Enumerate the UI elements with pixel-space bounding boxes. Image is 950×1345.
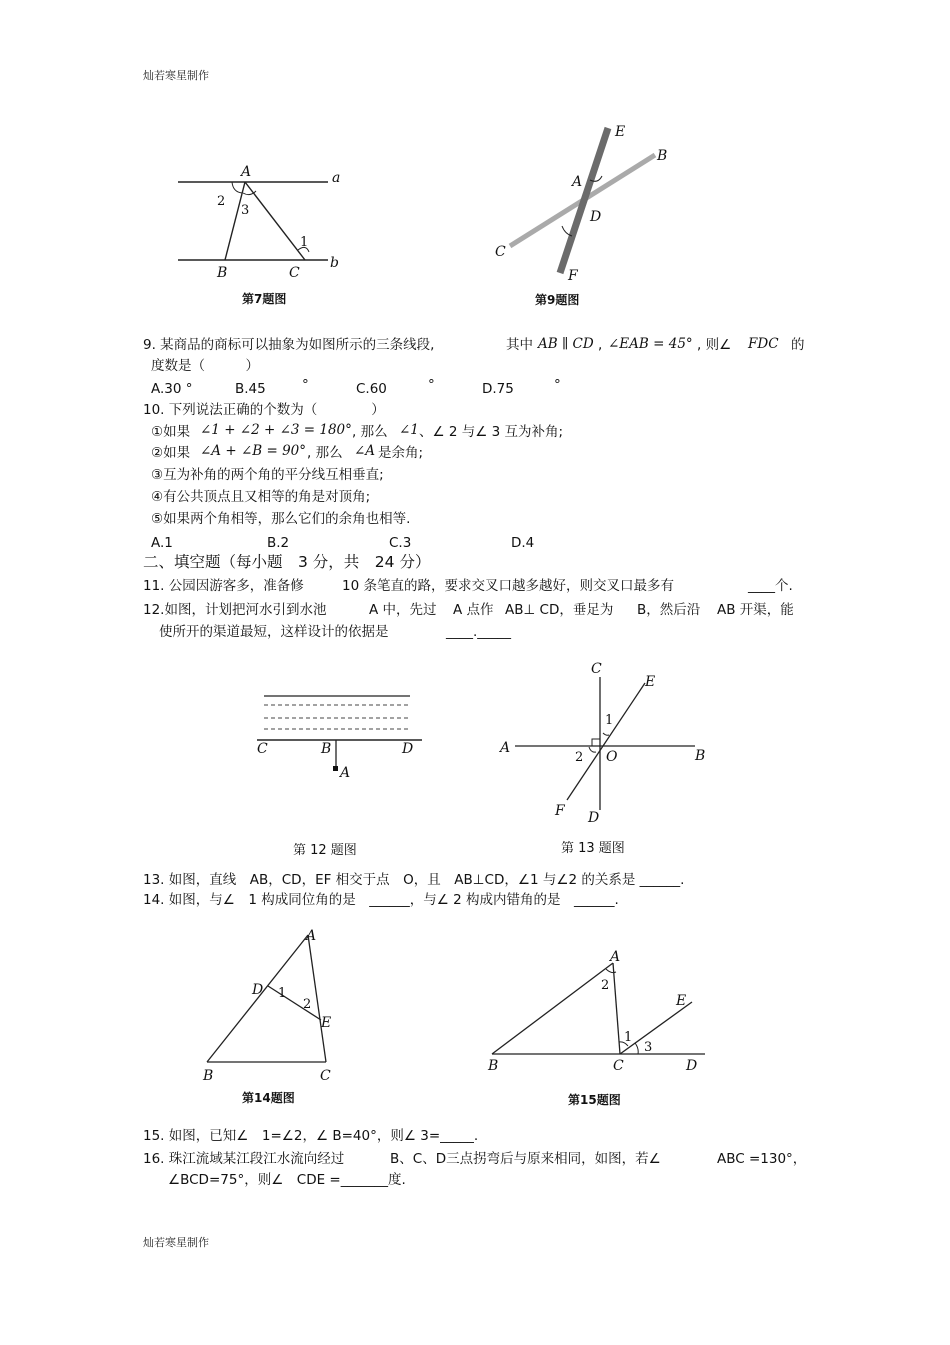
q9-option-c: C.60	[356, 381, 387, 397]
fig13-label-F: F	[555, 803, 565, 819]
q9-math-angle: ∠EAB = 45°	[608, 336, 693, 352]
q10-option-d: D.4	[511, 535, 535, 551]
q9-option-b: B.45	[235, 381, 266, 397]
fig7-label-1: 1	[300, 235, 309, 250]
fig13-label-2: 2	[575, 750, 584, 765]
fig15-label-C: C	[613, 1058, 624, 1074]
fig9-label-C: C	[495, 244, 506, 260]
figure-12-diagram	[252, 685, 437, 785]
fig7-label-a: a	[332, 170, 341, 186]
fig15-label-3: 3	[644, 1040, 653, 1055]
page-footer: 灿若寒星制作	[143, 1236, 209, 1249]
fig15-label-A: A	[610, 949, 621, 965]
section-2-title: 二、填空题（每小题 3 分，共 24 分）	[143, 553, 431, 571]
q16-l1-a: 16. 珠江流域某江段江水流向经过	[143, 1151, 345, 1167]
q9-option-a: A.30 °	[151, 381, 193, 397]
fig9-label-E: E	[615, 124, 626, 140]
fig15-label-B: B	[488, 1058, 499, 1074]
fig9-caption: 第9题图	[535, 293, 580, 307]
fig13-label-1: 1	[605, 713, 614, 728]
q16-l1-b: B、C、D三点拐弯后与原来相同，如图，若∠	[390, 1151, 661, 1167]
q10-s1-math: ∠1 + ∠2 + ∠3 = 180°	[200, 422, 352, 438]
q10-s5: ⑤如果两个角相等，那么它们的余角也相等.	[151, 511, 411, 527]
fig13-label-B: B	[695, 748, 706, 764]
q11-c: ____个.	[748, 578, 793, 594]
q9-option-d-degree: °	[554, 377, 561, 393]
fig14-label-B: B	[203, 1068, 214, 1084]
q15-text: 15. 如图，已知∠ 1=∠2，∠ B=40°，则∠ 3=_____.	[143, 1128, 479, 1144]
q12-l2-a: 使所开的渠道最短，这样设计的依据是	[159, 624, 389, 640]
fig14-label-1: 1	[278, 986, 287, 1001]
fig13-label-C: C	[591, 661, 602, 677]
fig15-label-D: D	[686, 1058, 698, 1074]
fig7-label-b: b	[330, 255, 339, 271]
q11-b: 10 条笔直的路，要求交叉口越多越好，则交叉口最多有	[342, 578, 674, 594]
fig13-label-A: A	[500, 740, 511, 756]
figure-12	[252, 685, 437, 858]
q10-stem: 10. 下列说法正确的个数为（ ）	[143, 402, 385, 418]
q10-s4: ④有公共顶点且又相等的角是对顶角;	[151, 489, 371, 505]
q12-l1-e: B，然后沿	[637, 602, 701, 618]
q9-option-c-degree: °	[428, 377, 435, 393]
fig7-caption: 第7题图	[242, 292, 287, 306]
figure-9	[480, 118, 690, 307]
q10-option-b: B.2	[267, 535, 290, 551]
q12-l1-d: AB⊥ CD，垂足为	[505, 602, 614, 618]
fig7-label-A: A	[241, 164, 252, 180]
page-header: 灿若寒星制作	[143, 69, 209, 82]
figure-9-diagram	[480, 118, 690, 288]
q16-l2: ∠BCD=75°，则∠ CDE =_______度.	[168, 1172, 406, 1188]
q9-line1-c: ,	[598, 337, 603, 353]
fig15-label-E: E	[676, 993, 687, 1009]
fig12-label-A: A	[340, 765, 351, 781]
q9-math-parallel: AB ∥ CD	[538, 336, 594, 352]
fig12-label-C: C	[257, 741, 268, 757]
q12-l1-a: 12.如图，计划把河水引到水池	[143, 602, 327, 618]
fig13-label-D: D	[588, 810, 600, 826]
q10-option-c: C.3	[389, 535, 412, 551]
q10-s1-c: 、∠ 2 与∠ 3 互为补角;	[419, 424, 564, 440]
q10-s2-math2: ∠A	[354, 443, 376, 459]
q13-text: 13. 如图，直线 AB，CD，EF 相交于点 O，且 AB⊥CD，∠1 与∠2 的关系是 ______.	[143, 872, 685, 888]
q10-s2-a: ②如果	[151, 445, 191, 461]
figure-13	[495, 655, 720, 856]
fig14-label-E: E	[321, 1015, 332, 1031]
fig9-label-D: D	[590, 209, 602, 225]
figure-7	[170, 160, 370, 314]
fig9-label-B: B	[657, 148, 668, 164]
q16-l1-c: ABC =130°，	[717, 1151, 807, 1167]
q9-line1-d: , 则∠	[697, 337, 732, 353]
fig14-label-2: 2	[303, 997, 312, 1012]
fig15-caption: 第15题图	[568, 1093, 621, 1107]
q9-line1-e: 的	[791, 337, 805, 353]
fig12-label-B: B	[321, 741, 332, 757]
q10-s2-c: 是余角;	[378, 445, 424, 461]
fig14-caption: 第14题图	[242, 1091, 295, 1105]
q10-s2-b: , 那么	[307, 445, 343, 461]
fig14-label-C: C	[320, 1068, 331, 1084]
fig7-label-3: 3	[241, 203, 250, 218]
q10-s1-b: , 那么	[352, 424, 388, 440]
figure-15	[480, 945, 720, 1107]
fig13-caption: 第 13 题图	[561, 841, 625, 856]
fig7-label-B: B	[217, 265, 228, 281]
q9-line2: 度数是（ ）	[151, 358, 259, 374]
fig9-label-F: F	[568, 268, 578, 284]
fig13-label-E: E	[645, 674, 656, 690]
figure-14	[195, 925, 355, 1105]
q12-l2-b: ____._____	[446, 624, 512, 640]
q10-s2-math: ∠A + ∠B = 90°	[200, 443, 307, 459]
q9-option-d: D.75	[482, 381, 514, 397]
q10-s1-math2: ∠1	[399, 422, 419, 438]
q9-line1-a: 9. 某商品的商标可以抽象为如图所示的三条线段,	[143, 337, 435, 353]
figure-7-diagram	[170, 160, 370, 310]
fig13-label-O: O	[606, 749, 618, 765]
q9-option-b-degree: °	[302, 377, 309, 393]
fig14-label-D: D	[252, 982, 264, 998]
fig7-label-2: 2	[217, 194, 226, 209]
q9-line1-b: 其中	[506, 337, 533, 353]
fig12-caption: 第 12 题图	[293, 843, 357, 858]
q12-l1-f: AB 开渠，能	[717, 602, 794, 618]
figure-15-diagram	[480, 945, 720, 1075]
q10-s3: ③互为补角的两个角的平分线互相垂直;	[151, 467, 384, 483]
fig12-label-D: D	[402, 741, 414, 757]
q12-l1-b: A 中，先过	[369, 602, 437, 618]
figure-14-diagram	[195, 925, 355, 1085]
fig7-label-C: C	[289, 265, 300, 281]
q10-option-a: A.1	[151, 535, 173, 551]
q9-math-fdc: FDC	[748, 336, 779, 352]
q11-a: 11. 公园因游客多，准备修	[143, 578, 304, 594]
q14-text: 14. 如图，与∠ 1 构成同位角的是 ______，与∠ 2 构成内错角的是 ______.	[143, 892, 619, 908]
fig15-label-1: 1	[624, 1030, 633, 1045]
fig14-label-A: A	[306, 928, 317, 944]
fig9-label-A: A	[572, 174, 583, 190]
fig15-label-2: 2	[601, 978, 610, 993]
figure-13-diagram	[495, 655, 720, 830]
q12-l1-c: A 点作	[453, 602, 494, 618]
q10-s1-a: ①如果	[151, 424, 191, 440]
